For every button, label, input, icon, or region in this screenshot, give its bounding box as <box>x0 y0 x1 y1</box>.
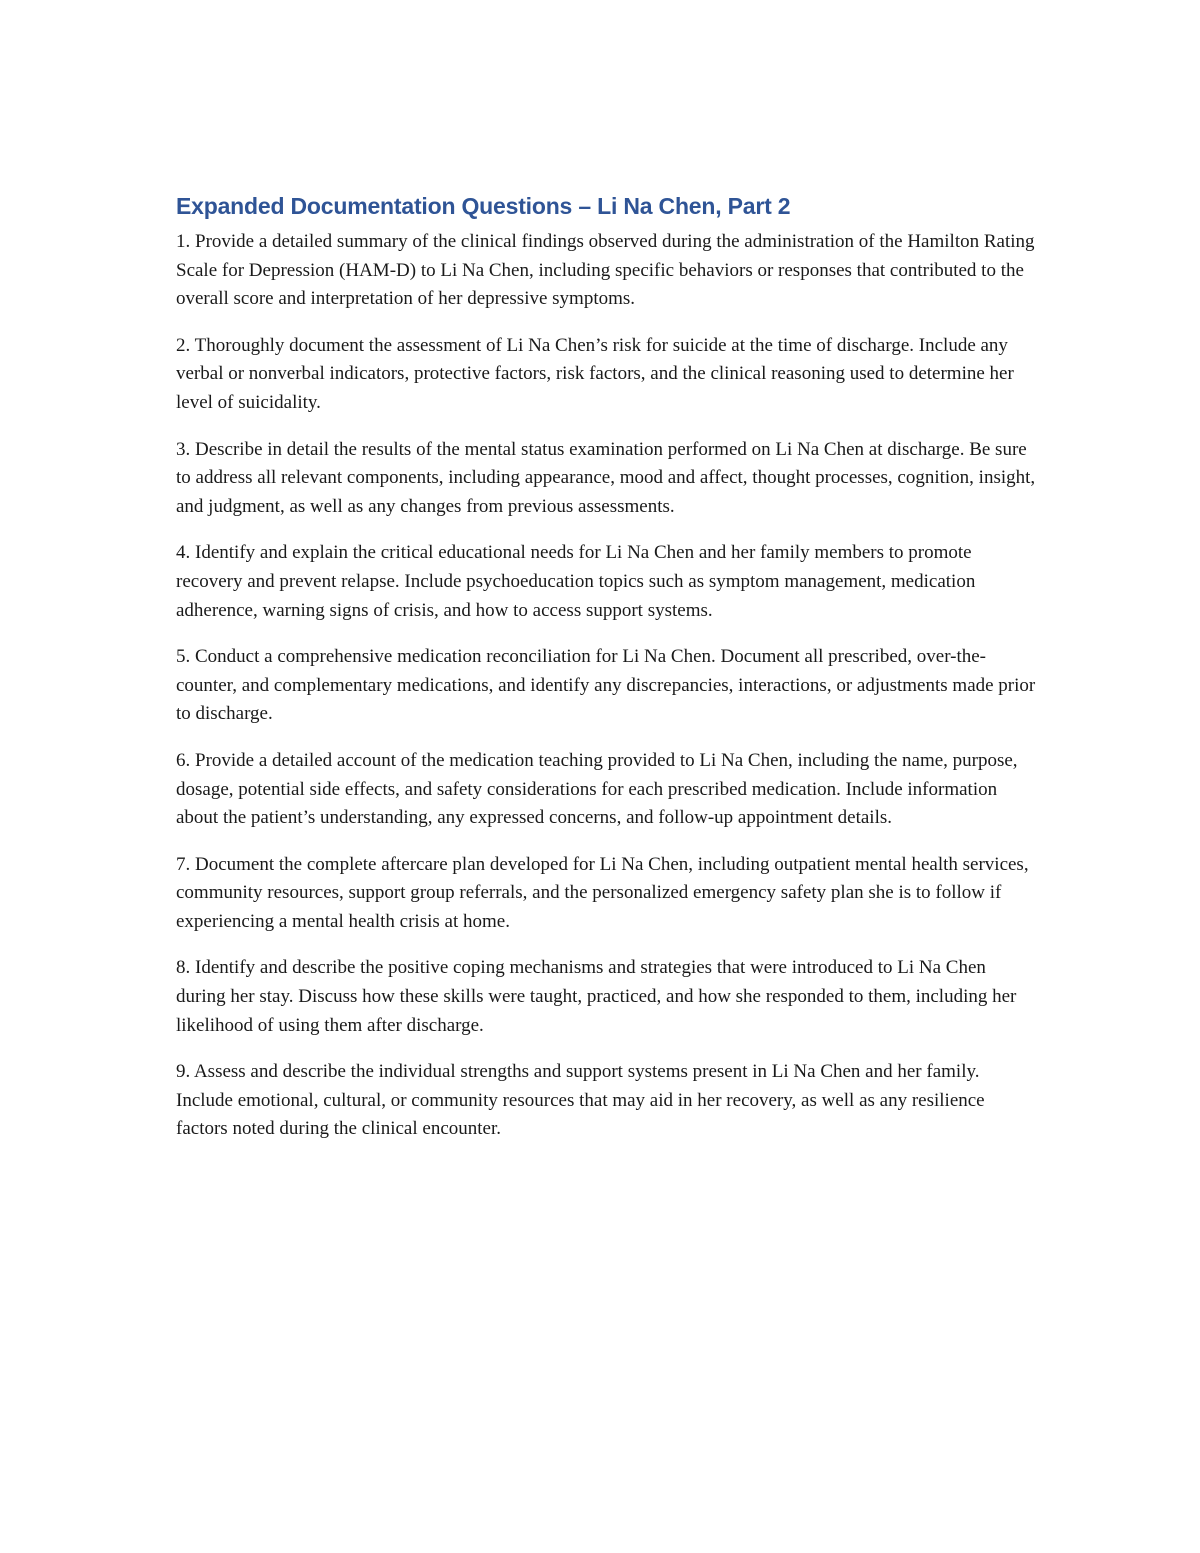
question-1: 1. Provide a detailed summary of the clinical findings observed during the administration of the Hamilton Rating Scale for Depression (HAM-D) to Li Na Chen, including specific behaviors or responses that contributed to the overall score and interpretation of her depressive symptoms. <box>176 231 1035 310</box>
question-2: 2. Thoroughly document the assessment of Li Na Chen’s risk for suicide at the time of discharge. Include any verbal or nonverbal indicators, protective factors, risk factors, and the clinical reasoning used to determine her level of suicidality. <box>176 334 1014 413</box>
document-body <box>176 190 1036 1162</box>
question-8: 8. Identify and describe the positive coping mechanisms and strategies that were introduced to Li Na Chen during her stay. Discuss how these skills were taught, practiced, and how she responded to them, including her likelihood of using them after discharge. <box>176 957 1017 1036</box>
question-4: 4. Identify and explain the critical educational needs for Li Na Chen and her family members to promote recovery and prevent relapse. Include psychoeducation topics such as symptom management, medication adherence, warning signs of crisis, and how to access support systems. <box>176 542 976 621</box>
document-title: Expanded Documentation Questions – Li Na Chen, Part 2 <box>176 193 791 219</box>
question-6: 6. Provide a detailed account of the medication teaching provided to Li Na Chen, including the name, purpose, dosage, potential side effects, and safety considerations for each prescribed medication. Include information about the patient’s understanding, any expressed concerns, and follow-up appointment details. <box>176 749 1018 829</box>
question-5: 5. Conduct a comprehensive medication reconciliation for Li Na Chen. Document all prescribed, over-the-counter, and complementary medications, and identify any discrepancies, interactions, or adjustments made prior to discharge. <box>176 646 1036 725</box>
question-7: 7. Document the complete aftercare plan developed for Li Na Chen, including outpatient mental health services, community resources, support group referrals, and the personalized emergency safety plan she is to follow if experiencing a mental health crisis at home. <box>176 853 1029 932</box>
question-3: 3. Describe in detail the results of the mental status examination performed on Li Na Chen at discharge. Be sure to address all relevant components, including appearance, mood and affect, thought processes, cognition, insight, and judgment, as well as any changes from previous assessments. <box>176 438 1036 517</box>
question-9: 9. Assess and describe the individual strengths and support systems present in Li Na Chen and her family. Include emotional, cultural, or community resources that may aid in her recovery, as well as any resilience factors noted during the clinical encounter. <box>176 1061 985 1140</box>
